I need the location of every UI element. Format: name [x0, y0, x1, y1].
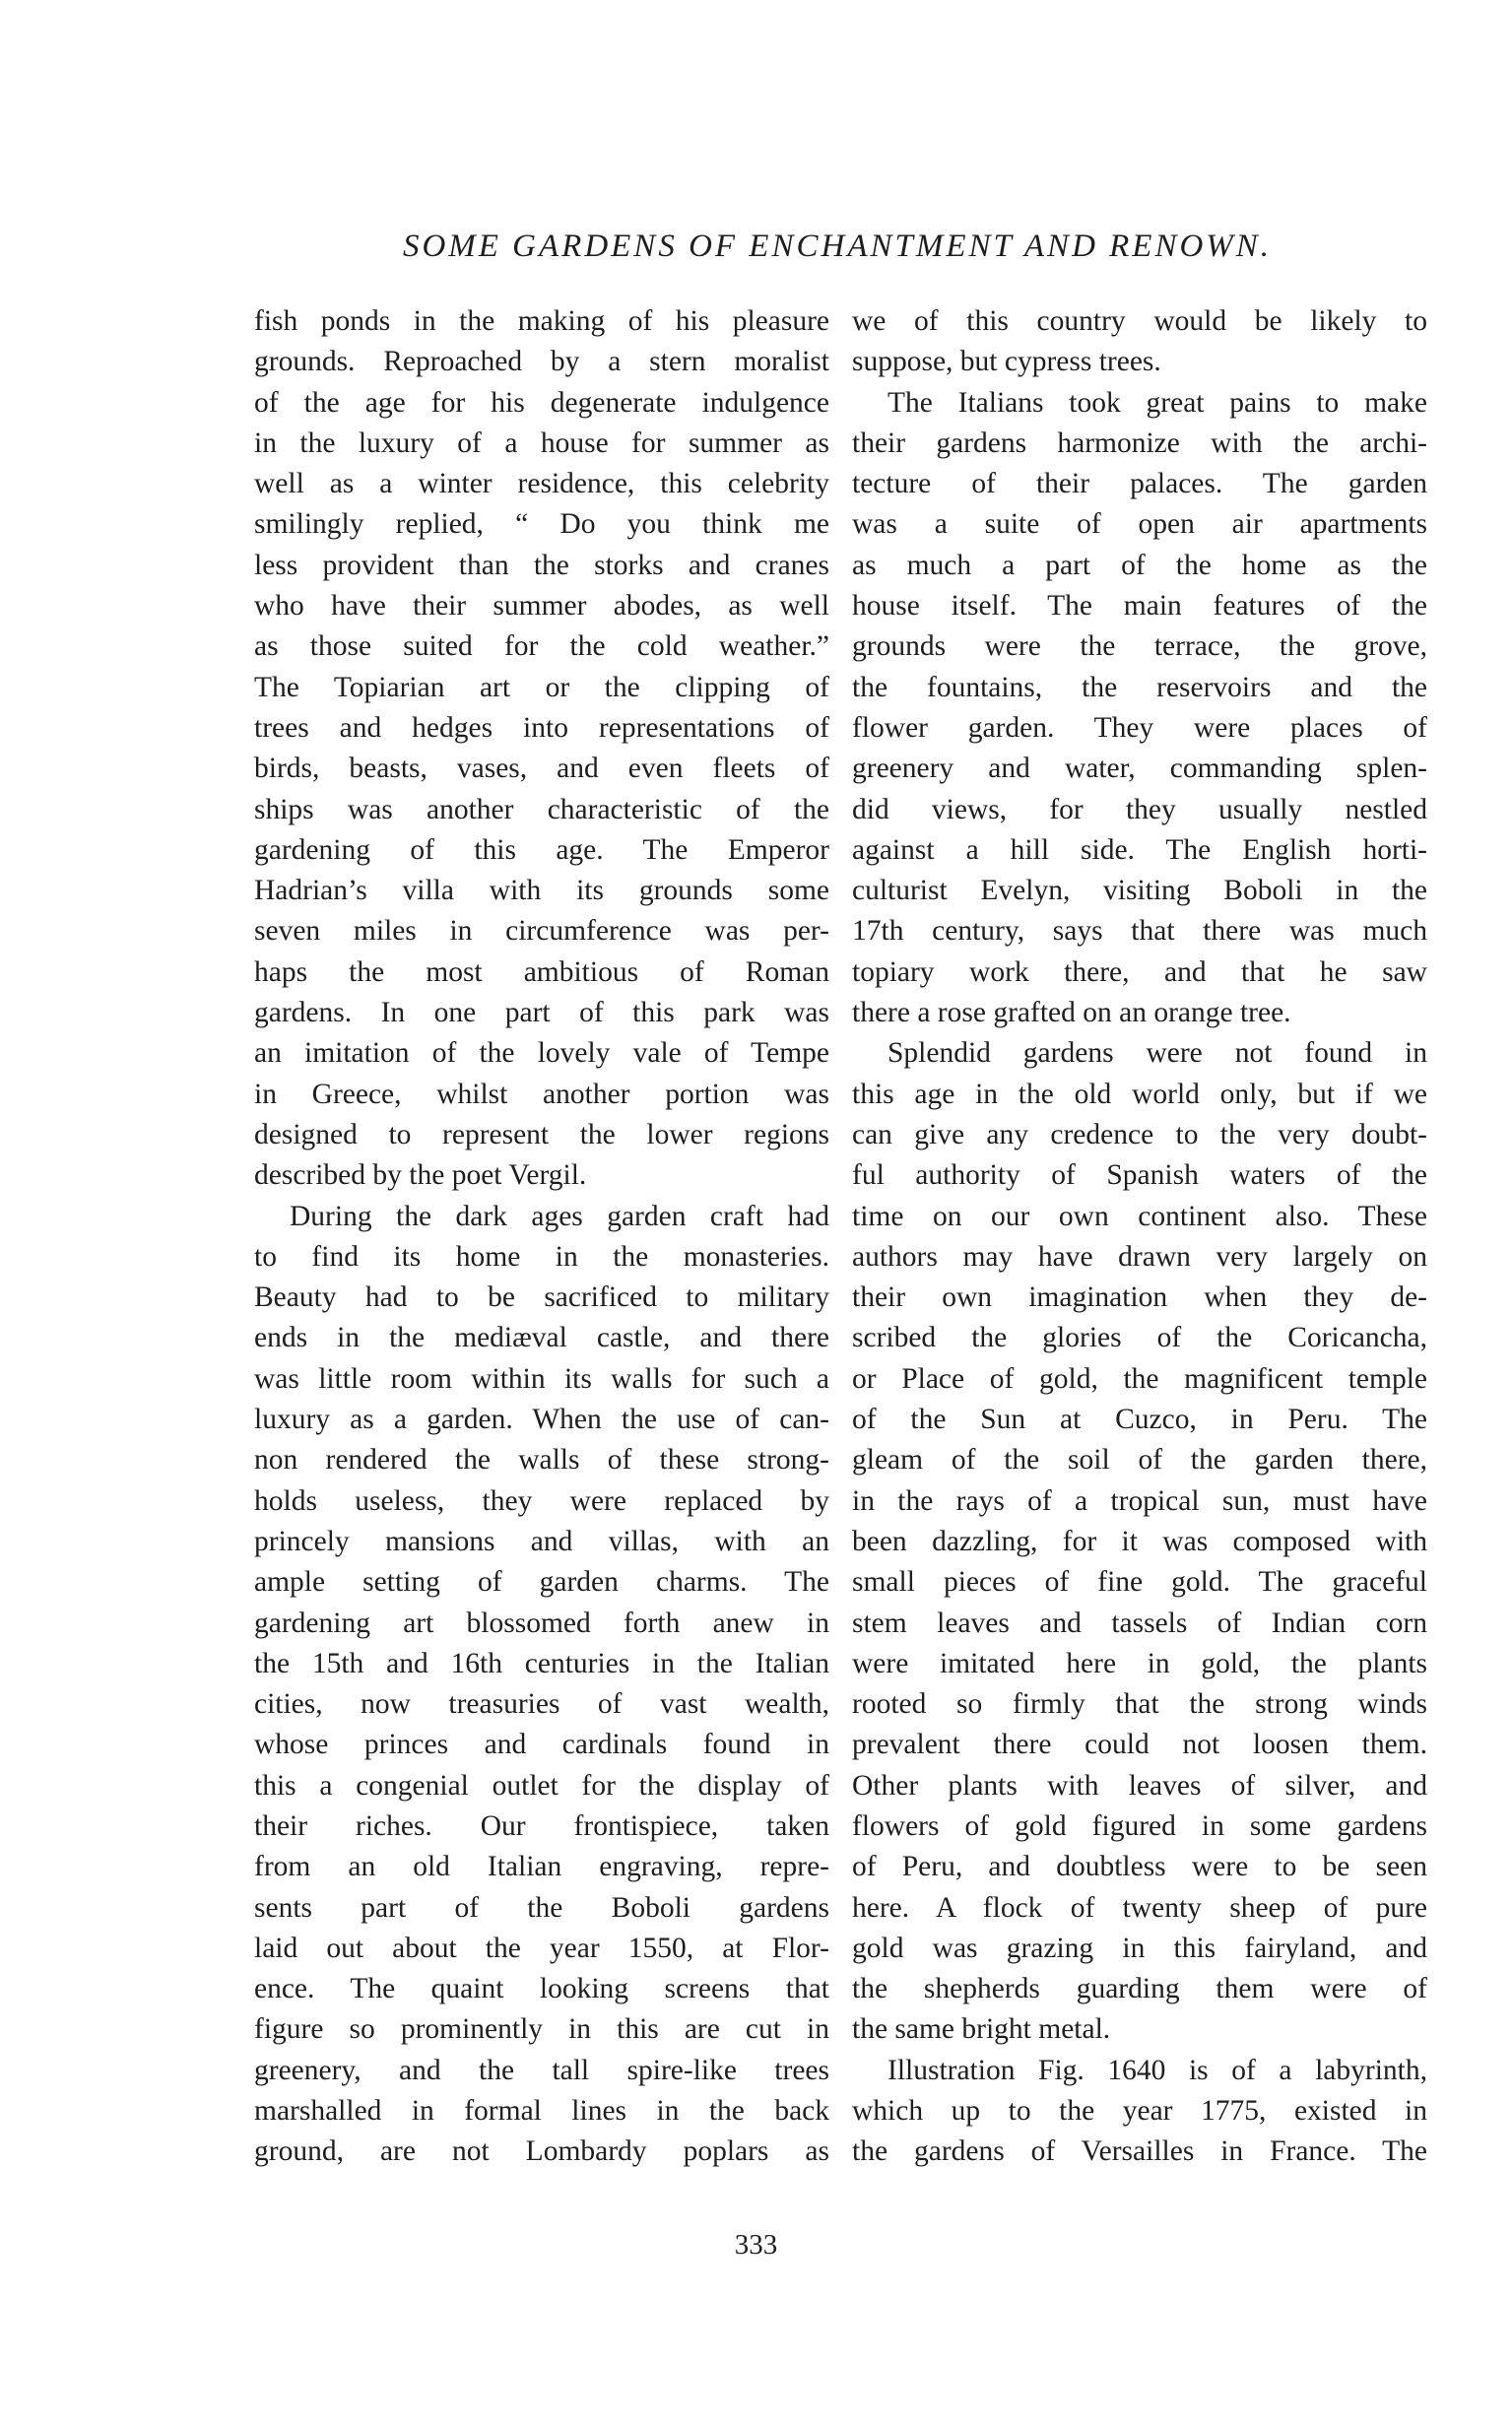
- text-line: gardens. In one part of this park was: [254, 997, 829, 1029]
- text-line: Illustration Fig. 1640 is of a labyrinth,: [887, 2054, 1427, 2086]
- text-line: as much a part of the home as the: [852, 549, 1427, 581]
- text-line: well as a winter residence, this celebrity: [254, 468, 829, 500]
- text-line: gold was grazing in this fairyland, and: [852, 1932, 1427, 1964]
- text-line: ships was another characteristic of the: [254, 793, 829, 825]
- text-line: from an old Italian engraving, repre-: [254, 1851, 829, 1883]
- text-line: The Topiarian art or the clipping of: [254, 671, 829, 703]
- text-line: as those suited for the cold weather.”: [254, 630, 829, 663]
- text-line: authors may have drawn very largely on: [852, 1240, 1427, 1273]
- text-line: luxury as a garden. When the use of can-: [254, 1404, 829, 1436]
- text-line: grounds were the terrace, the grove,: [852, 630, 1427, 663]
- text-line: in the rays of a tropical sun, must have: [852, 1484, 1427, 1517]
- text-line: the same bright metal.: [852, 2013, 1111, 2046]
- text-line: did views, for they usually nestled: [852, 793, 1427, 825]
- text-line: of the age for his degenerate indulgence: [254, 386, 829, 419]
- text-line: of the Sun at Cuzco, in Peru. The: [852, 1404, 1427, 1436]
- text-line: rooted so firmly that the strong winds: [852, 1688, 1427, 1721]
- text-line: this age in the old world only, but if we: [852, 1078, 1427, 1110]
- text-line: described by the poet Vergil.: [254, 1159, 587, 1192]
- text-line: the fountains, the reservoirs and the: [852, 671, 1427, 703]
- text-line: been dazzling, for it was composed with: [852, 1525, 1427, 1557]
- text-line: Hadrian’s villa with its grounds some: [254, 875, 829, 907]
- text-line: fish ponds in the making of his pleasure: [254, 305, 829, 337]
- text-line: holds useless, they were replaced by: [254, 1484, 829, 1517]
- text-line: birds, beasts, vases, and even fleets of: [254, 753, 829, 785]
- text-line: can give any credence to the very doubt-: [852, 1118, 1427, 1150]
- text-line: which up to the year 1775, existed in: [852, 2095, 1427, 2128]
- text-line: the 15th and 16th centuries in the Italian: [254, 1647, 829, 1679]
- text-line: Beauty had to be sacrificed to military: [254, 1281, 829, 1314]
- text-line: gardening art blossomed forth anew in: [254, 1607, 829, 1639]
- text-line: their own imagination when they de-: [852, 1281, 1427, 1314]
- text-line: here. A flock of twenty sheep of pure: [852, 1891, 1427, 1924]
- text-line: tecture of their palaces. The garden: [852, 468, 1427, 500]
- text-line: The Italians took great pains to make: [887, 386, 1427, 419]
- text-line: small pieces of fine gold. The graceful: [852, 1566, 1427, 1599]
- text-line: their riches. Our frontispiece, taken: [254, 1809, 829, 1842]
- page-number: 333: [734, 2229, 778, 2261]
- left-column: [254, 301, 829, 2173]
- text-line: this a congenial outlet for the display of: [254, 1769, 829, 1802]
- text-line: was a suite of open air apartments: [852, 508, 1427, 541]
- text-line: trees and hedges into representations of: [254, 711, 829, 744]
- text-line: marshalled in formal lines in the back: [254, 2095, 829, 2128]
- text-line: were imitated here in gold, the plants: [852, 1647, 1427, 1679]
- text-line: an imitation of the lovely vale of Tempe: [254, 1037, 829, 1070]
- text-line: grounds. Reproached by a stern moralist: [254, 346, 829, 378]
- text-line: flowers of gold figured in some gardens: [852, 1809, 1427, 1842]
- text-line: against a hill side. The English horti-: [852, 833, 1427, 866]
- text-line: scribed the glories of the Coricancha,: [852, 1322, 1427, 1354]
- text-line: the shepherds guarding them were of: [852, 1973, 1427, 2005]
- text-line: sents part of the Boboli gardens: [254, 1891, 829, 1924]
- text-line: ful authority of Spanish waters of the: [852, 1159, 1427, 1192]
- text-line: non rendered the walls of these strong-: [254, 1444, 829, 1476]
- text-line: laid out about the year 1550, at Flor-: [254, 1932, 829, 1964]
- text-line: or Place of gold, the magnificent temple: [852, 1362, 1427, 1395]
- text-line: who have their summer abodes, as well: [254, 590, 829, 623]
- text-line: princely mansions and villas, with an: [254, 1525, 829, 1557]
- text-line: greenery, and the tall spire-like trees: [254, 2054, 829, 2086]
- text-line: was little room within its walls for such a: [254, 1362, 829, 1395]
- text-line: gleam of the soil of the garden there,: [852, 1444, 1427, 1476]
- text-line: whose princes and cardinals found in: [254, 1729, 829, 1761]
- text-line: in Greece, whilst another portion was: [254, 1078, 829, 1110]
- text-line: ends in the mediæval castle, and there: [254, 1322, 829, 1354]
- text-line: suppose, but cypress trees.: [852, 346, 1161, 378]
- text-line: culturist Evelyn, visiting Boboli in the: [852, 875, 1427, 907]
- text-line: designed to represent the lower regions: [254, 1118, 829, 1150]
- text-line: seven miles in circumference was per-: [254, 915, 829, 948]
- text-line: flower garden. They were places of: [852, 711, 1427, 744]
- text-line: smilingly replied, “ Do you think me: [254, 508, 829, 541]
- text-line: we of this country would be likely to: [852, 305, 1427, 337]
- text-line: the gardens of Versailles in France. The: [852, 2135, 1427, 2168]
- text-line: figure so prominently in this are cut in: [254, 2013, 829, 2046]
- text-line: greenery and water, commanding splen-: [852, 753, 1427, 785]
- right-column: [852, 301, 1427, 2173]
- text-line: there a rose grafted on an orange tree.: [852, 997, 1291, 1029]
- text-line: gardening of this age. The Emperor: [254, 833, 829, 866]
- text-line: 17th century, says that there was much: [852, 915, 1427, 948]
- text-line: topiary work there, and that he saw: [852, 955, 1427, 988]
- text-line: ground, are not Lombardy poplars as: [254, 2135, 829, 2168]
- text-line: to find its home in the monasteries.: [254, 1240, 829, 1273]
- text-line: time on our own continent also. These: [852, 1200, 1427, 1232]
- text-line: in the luxury of a house for summer as: [254, 427, 829, 459]
- text-line: house itself. The main features of the: [852, 590, 1427, 623]
- text-line: ence. The quaint looking screens that: [254, 1973, 829, 2005]
- text-line: Other plants with leaves of silver, and: [852, 1769, 1427, 1802]
- text-line: less provident than the storks and cranes: [254, 549, 829, 581]
- text-line: Splendid gardens were not found in: [887, 1037, 1427, 1070]
- text-line: stem leaves and tassels of Indian corn: [852, 1607, 1427, 1639]
- text-line: haps the most ambitious of Roman: [254, 955, 829, 988]
- text-line: During the dark ages garden craft had: [290, 1200, 829, 1232]
- text-line: prevalent there could not loosen them.: [852, 1729, 1427, 1761]
- running-title: SOME GARDENS OF ENCHANTMENT AND RENOWN.: [402, 229, 1273, 264]
- text-line: ample setting of garden charms. The: [254, 1566, 829, 1599]
- text-line: of Peru, and doubtless were to be seen: [852, 1851, 1427, 1883]
- text-line: their gardens harmonize with the archi-: [852, 427, 1427, 459]
- text-line: cities, now treasuries of vast wealth,: [254, 1688, 829, 1721]
